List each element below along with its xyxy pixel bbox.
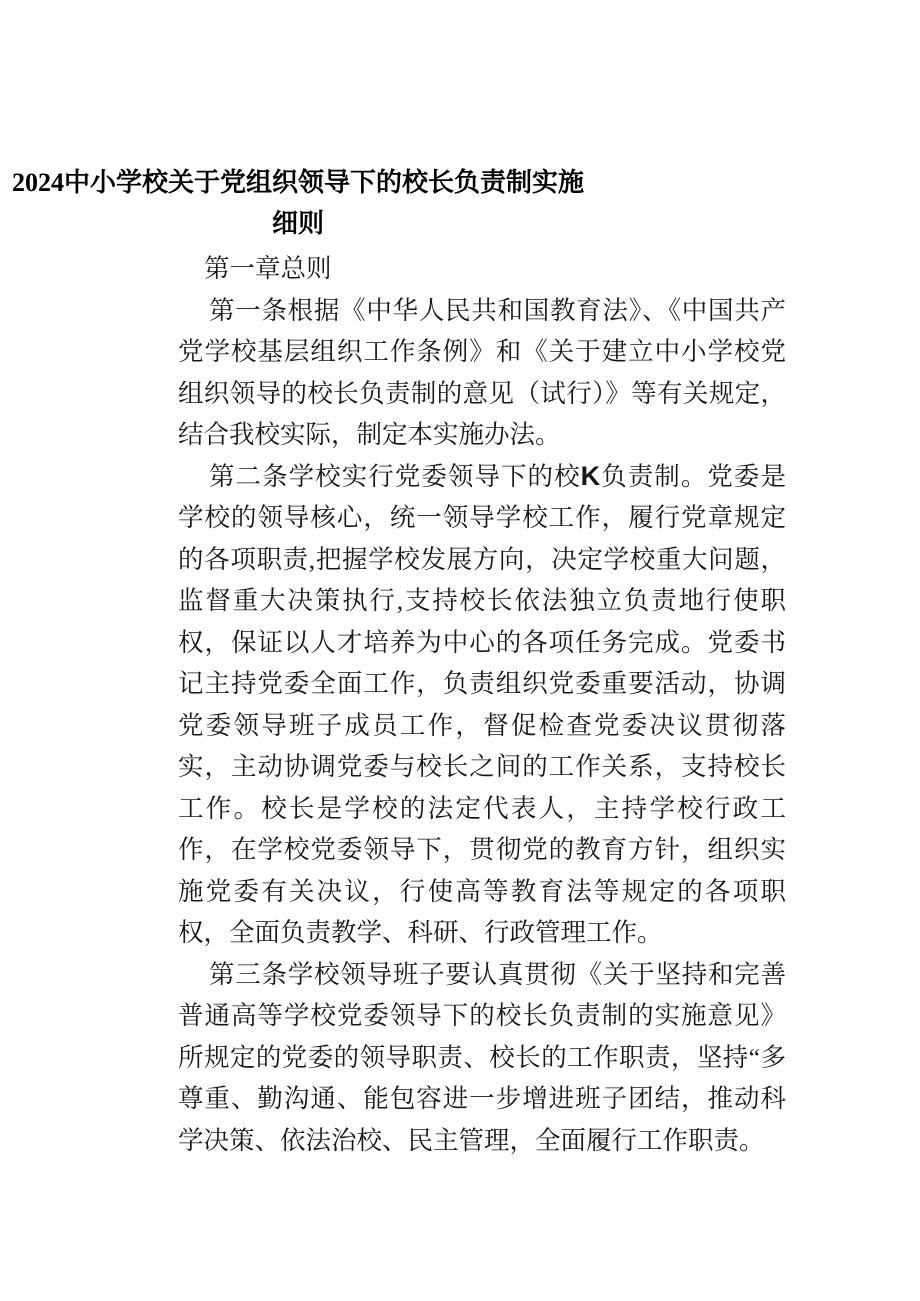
page-title: 2024中小学校关于党组织领导下的校长负责制实施细则 [11,168,584,238]
article-3-paragraph: 第三条学校领导班子要认真贯彻《关于坚持和完善普通高等学校党委领导下的校长负责制的实施意见》所规定的党委的领导职责、校长的工作职责，坚持“多尊重、勤沟通、能包容进一步增进班子团结，推动科学决策、依法治校、民主管理，全面履行工作职责。 [178,959,786,1155]
article-2-paragraph [178,456,786,954]
ocr-artifact-k-glyph: K [580,460,601,491]
article-1-paragraph: 第一条根据《中华人民共和国教育法》、《中国共产党学校基层组织工作条例》和《关于建立中小学校党组织领导的校长负责制的意见（试行）》等有关规定，结合我校实际，制定本实施办法。 [178,295,786,449]
chapter-heading-1: 第一章总则 [204,254,332,283]
document-body [178,248,786,1161]
article-2-text-after-glyph: 负责制。党委是学校的领导核心，统一领导学校工作，履行党章规定的各项职责,把握学校发展方向，决定学校重大问题，监督重大决策执行,支持校长依法独立负责地行使职权，保证以人才培养为中心的各项任务完成。党委书记主持党委全面工作，负责组织党委重要活动，协调党委领导班子成员工作，督促检查党委决议贯彻落实，主动协调党委与校长之间的工作关系，支持校长工作。校长是学校的法定代表人，主持学校行政工作，在学校党委领导下，贯彻党的教育方针，组织实施党委有关决议，行使高等教育法等规定的各项职权，全面负责教学、科研、行政管理工作。 [178,461,786,947]
article-2-text-before-glyph: 第二条学校实行党委领导下的校 [209,461,581,491]
